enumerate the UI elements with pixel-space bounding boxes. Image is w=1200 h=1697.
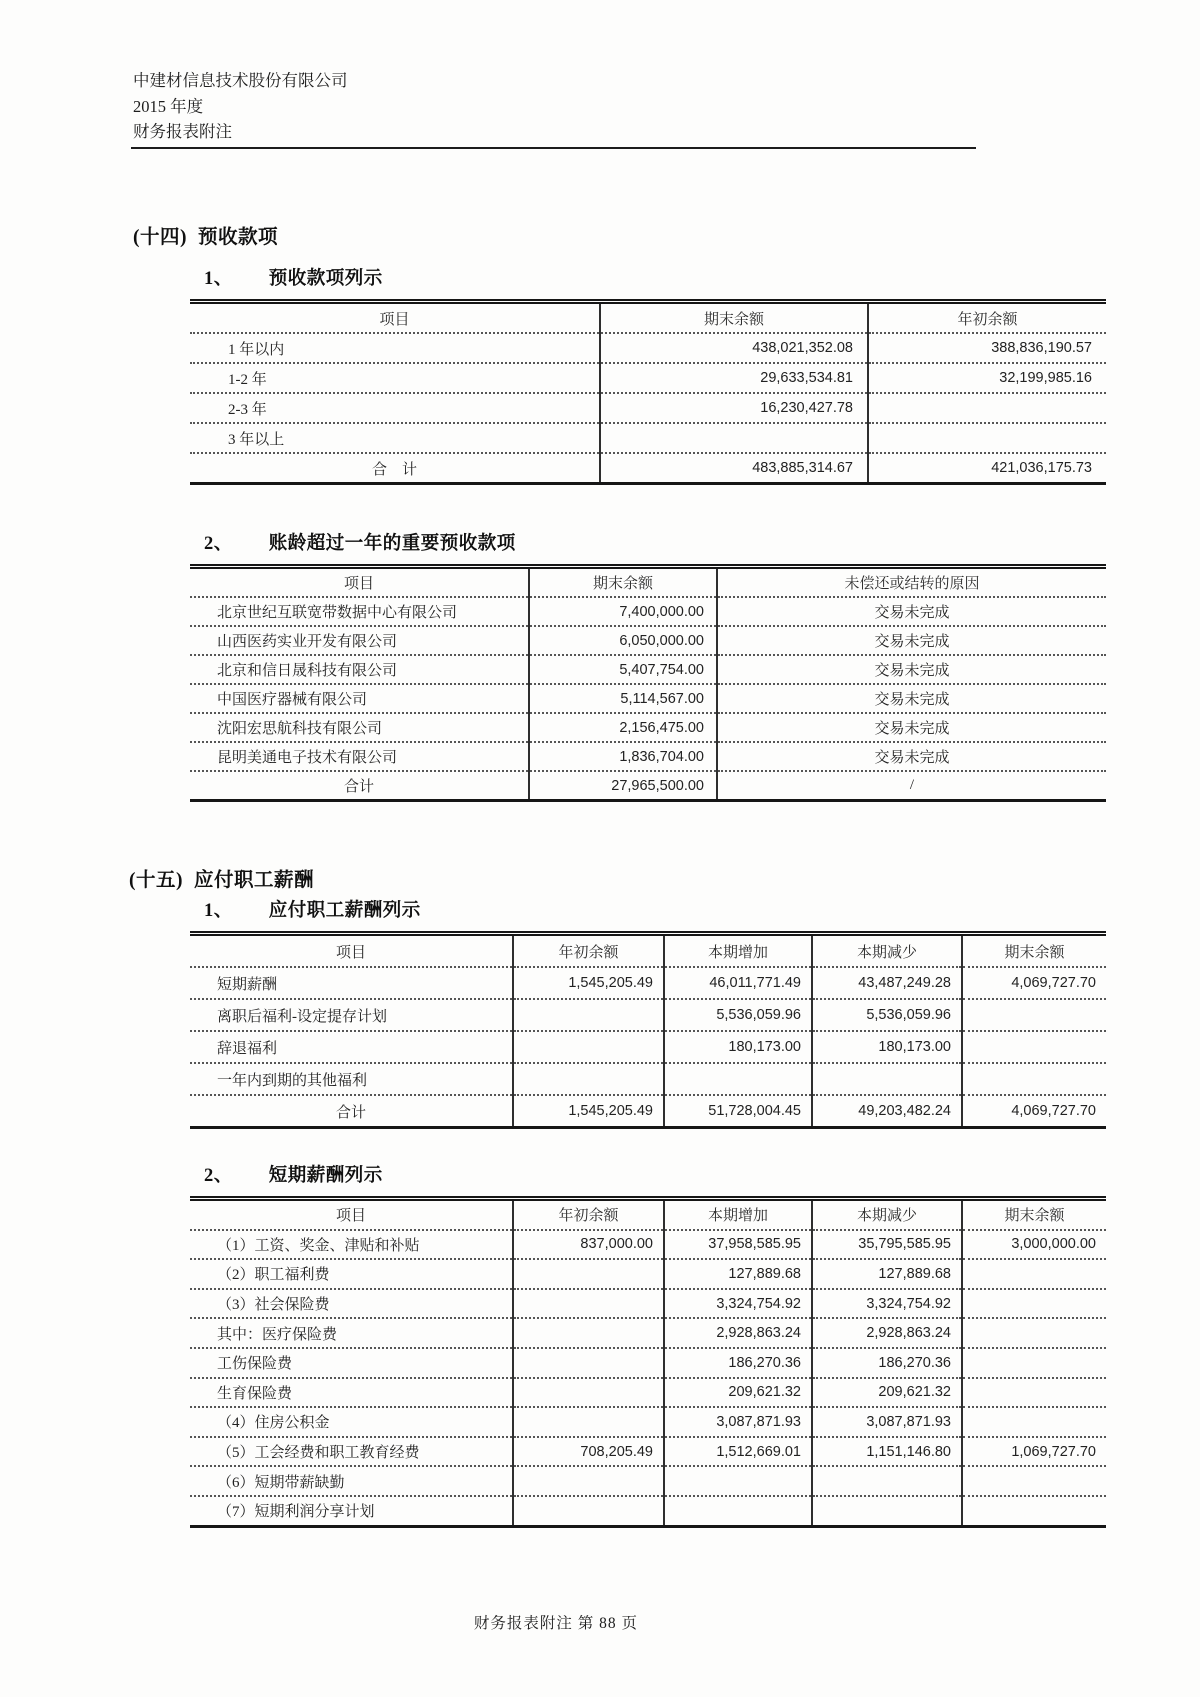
- table-cell: 3,087,871.93: [812, 1407, 962, 1437]
- table-cell: 1 年以内: [190, 333, 600, 363]
- advance-receipts-table: [190, 299, 1106, 485]
- table-cell: 7,400,000.00: [529, 597, 717, 626]
- table-row: [190, 1259, 1106, 1289]
- column-header-cell: 年初余额: [957, 311, 1018, 328]
- table-cell: 421,036,175.73: [868, 453, 1106, 484]
- table-row: [190, 597, 1106, 626]
- column-header-cell: 本期减少: [812, 1199, 962, 1230]
- table-cell: [664, 1466, 812, 1496]
- short-term-compensation-table: [190, 1196, 1106, 1528]
- table-cell: 交易未完成: [717, 655, 1106, 684]
- table-cell: 209,621.32: [812, 1378, 962, 1408]
- section-15-heading: [129, 864, 314, 892]
- table-row: [190, 1407, 1106, 1437]
- section-title-text: 预收款项: [198, 227, 279, 248]
- table-cell: 16,230,427.78: [600, 393, 868, 423]
- table-cell: （3）社会保险费: [190, 1289, 513, 1319]
- subsection-heading: [204, 896, 1106, 922]
- table-cell: 186,270.36: [812, 1348, 962, 1378]
- column-header-cell: 年初余额: [513, 1199, 664, 1230]
- table-row: [190, 333, 1106, 363]
- table-cell: 1,151,146.80: [812, 1437, 962, 1467]
- short-term-compensation-block: [190, 1161, 1106, 1528]
- table-cell: [513, 1031, 664, 1063]
- column-header-cell: 本期增加: [664, 934, 812, 968]
- subsection-title-text: 短期薪酬列示: [268, 1166, 383, 1186]
- column-header-cell: 项目: [190, 302, 600, 334]
- section-title-text: 应付职工薪酬: [194, 870, 315, 891]
- table-cell: 2,156,475.00: [529, 713, 717, 742]
- table-cell: [664, 1496, 812, 1526]
- table-cell: 29,633,534.81: [600, 363, 868, 393]
- subsection-title-text: 账龄超过一年的重要预收款项: [268, 534, 516, 554]
- subsection-number: 1、: [204, 269, 233, 289]
- column-header-cell: 未偿还或结转的原因: [844, 576, 980, 592]
- table-row: [190, 1496, 1106, 1526]
- table-cell: 51,728,004.45: [664, 1095, 812, 1128]
- table-cell: 交易未完成: [717, 742, 1106, 771]
- table-cell: 合计: [190, 771, 529, 801]
- table-cell: 5,536,059.96: [664, 999, 812, 1031]
- table-cell: 北京世纪互联宽带数据中心有限公司: [190, 597, 529, 626]
- payroll-payable-block: [190, 896, 1106, 1129]
- table-cell: 46,011,771.49: [664, 967, 812, 999]
- section-number: (十五): [129, 870, 183, 891]
- table-row: [190, 1289, 1106, 1319]
- table-cell: 43,487,249.28: [812, 967, 962, 999]
- table-cell: （2）职工福利费: [190, 1259, 513, 1289]
- table-cell: [812, 1496, 962, 1526]
- table-cell: 3,324,754.92: [812, 1289, 962, 1319]
- table-cell: [513, 1407, 664, 1437]
- table-cell: 438,021,352.08: [600, 333, 868, 363]
- table-row: [190, 742, 1106, 771]
- table-cell: 388,836,190.57: [868, 333, 1106, 363]
- table-row: [190, 423, 1106, 453]
- column-header-cell: 期末余额: [1004, 944, 1065, 961]
- column-header-cell: 项目: [190, 934, 513, 968]
- table-cell: [513, 1063, 664, 1095]
- table-row: [190, 1031, 1106, 1063]
- table-row: [190, 1378, 1106, 1408]
- column-header-cell: 期末余额: [1004, 1208, 1065, 1225]
- table-cell: 山西医药实业开发有限公司: [190, 626, 529, 655]
- table-cell: 3 年以上: [190, 423, 600, 453]
- section-14-heading: [133, 221, 278, 249]
- document-header: [133, 68, 348, 145]
- table-row: [190, 713, 1106, 742]
- table-cell: 1,512,669.01: [664, 1437, 812, 1467]
- subsection-number: 1、: [204, 901, 233, 921]
- advance-receipts-list-block: [190, 264, 1106, 485]
- column-header-cell: 年初余额: [513, 934, 664, 968]
- table-cell: [513, 1318, 664, 1348]
- table-row: [190, 363, 1106, 393]
- subsection-title-text: 应付职工薪酬列示: [268, 901, 421, 921]
- column-header-cell: 本期减少: [812, 934, 962, 968]
- payroll-payable-table: [190, 931, 1106, 1129]
- table-cell: [513, 1289, 664, 1319]
- aged-advance-receipts-table: [190, 564, 1106, 802]
- table-cell: 27,965,500.00: [529, 771, 717, 801]
- table-row: [190, 655, 1106, 684]
- table-cell: 180,173.00: [812, 1031, 962, 1063]
- table-row: [190, 1095, 1106, 1128]
- table-cell: 2-3 年: [190, 393, 600, 423]
- subsection-title-text: 预收款项列示: [268, 269, 383, 289]
- table-row: [190, 1437, 1106, 1467]
- document-title: 财务报表附注: [133, 122, 232, 142]
- table-cell: 1,545,205.49: [513, 1095, 664, 1128]
- subsection-heading: [204, 1161, 1106, 1187]
- table-cell: 一年内到期的其他福利: [190, 1063, 513, 1095]
- table-cell: 生育保险费: [190, 1378, 513, 1408]
- table-row: [190, 934, 1106, 968]
- table-cell: [664, 1063, 812, 1095]
- column-header-cell: 项目: [190, 1199, 513, 1230]
- table-cell: 708,205.49: [513, 1437, 664, 1467]
- table-cell: [962, 1466, 1106, 1496]
- table-cell: [812, 1466, 962, 1496]
- table-cell: （7）短期利润分享计划: [190, 1496, 513, 1526]
- column-header-cell: 项目: [190, 567, 529, 598]
- table-cell: 180,173.00: [664, 1031, 812, 1063]
- table-cell: 483,885,314.67: [600, 453, 868, 484]
- table-cell: [962, 1378, 1106, 1408]
- table-cell: 交易未完成: [717, 684, 1106, 713]
- table-cell: 4,069,727.70: [962, 1095, 1106, 1128]
- table-cell: 3,000,000.00: [962, 1230, 1106, 1260]
- table-cell: 127,889.68: [664, 1259, 812, 1289]
- table-row: [190, 1466, 1106, 1496]
- table-cell: [962, 1496, 1106, 1526]
- table-cell: 合 计: [190, 453, 600, 484]
- table-row: [190, 1063, 1106, 1095]
- table-cell: 3,324,754.92: [664, 1289, 812, 1319]
- table-cell: 北京和信日晟科技有限公司: [190, 655, 529, 684]
- table-cell: [962, 1407, 1106, 1437]
- table-cell: 交易未完成: [717, 626, 1106, 655]
- table-cell: 2,928,863.24: [812, 1318, 962, 1348]
- table-cell: [513, 1496, 664, 1526]
- table-cell: [513, 1259, 664, 1289]
- table-cell: 昆明美通电子技术有限公司: [190, 742, 529, 771]
- table-cell: 3,087,871.93: [664, 1407, 812, 1437]
- table-cell: 32,199,985.16: [868, 363, 1106, 393]
- aged-advance-receipts-block: [190, 529, 1106, 802]
- section-number: (十四): [133, 227, 187, 248]
- table-cell: 交易未完成: [717, 597, 1106, 626]
- company-name: 中建材信息技术股份有限公司: [133, 71, 348, 90]
- table-cell: [600, 423, 868, 453]
- table-cell: [962, 1031, 1106, 1063]
- table-cell: [962, 1318, 1106, 1348]
- table-row: [190, 1199, 1106, 1230]
- table-cell: [868, 423, 1106, 453]
- table-cell: [868, 393, 1106, 423]
- table-cell: [513, 1378, 664, 1408]
- table-row: [190, 1230, 1106, 1260]
- table-cell: 辞退福利: [190, 1031, 513, 1063]
- subsection-heading: [204, 529, 1106, 555]
- table-cell: [962, 1289, 1106, 1319]
- table-cell: 209,621.32: [664, 1378, 812, 1408]
- table-cell: （4）住房公积金: [190, 1407, 513, 1437]
- column-header-cell: 期末余额: [529, 567, 717, 598]
- table-cell: 交易未完成: [717, 713, 1106, 742]
- report-year: 2015 年度: [133, 96, 204, 116]
- table-cell: 工伤保险费: [190, 1348, 513, 1378]
- table-cell: 186,270.36: [664, 1348, 812, 1378]
- table-cell: 37,958,585.95: [664, 1230, 812, 1260]
- table-row: [190, 626, 1106, 655]
- table-cell: 1,069,727.70: [962, 1437, 1106, 1467]
- table-row: [190, 684, 1106, 713]
- table-cell: 837,000.00: [513, 1230, 664, 1260]
- table-cell: 其中：医疗保险费: [190, 1318, 513, 1348]
- table-cell: [962, 1348, 1106, 1378]
- table-cell: [513, 1348, 664, 1378]
- table-cell: 合计: [190, 1095, 513, 1128]
- table-cell: [962, 999, 1106, 1031]
- table-row: [190, 393, 1106, 423]
- table-row: [190, 1318, 1106, 1348]
- table-cell: （6）短期带薪缺勤: [190, 1466, 513, 1496]
- table-cell: [962, 1259, 1106, 1289]
- table-cell: 127,889.68: [812, 1259, 962, 1289]
- table-cell: 1,545,205.49: [513, 967, 664, 999]
- table-cell: 5,407,754.00: [529, 655, 717, 684]
- table-cell: [513, 999, 664, 1031]
- table-cell: 4,069,727.70: [962, 967, 1106, 999]
- table-cell: （5）工会经费和职工教育经费: [190, 1437, 513, 1467]
- table-cell: 6,050,000.00: [529, 626, 717, 655]
- table-cell: 中国医疗器械有限公司: [190, 684, 529, 713]
- header-divider: [131, 147, 976, 149]
- table-cell: /: [717, 771, 1106, 801]
- table-cell: 沈阳宏思航科技有限公司: [190, 713, 529, 742]
- table-row: [190, 567, 1106, 598]
- column-header-cell: 期末余额: [600, 302, 868, 334]
- table-row: [190, 302, 1106, 334]
- table-row: [190, 453, 1106, 484]
- table-cell: 35,795,585.95: [812, 1230, 962, 1260]
- table-cell: 离职后福利-设定提存计划: [190, 999, 513, 1031]
- table-cell: [812, 1063, 962, 1095]
- table-cell: 1-2 年: [190, 363, 600, 393]
- table-cell: 2,928,863.24: [664, 1318, 812, 1348]
- subsection-number: 2、: [204, 1166, 233, 1186]
- table-cell: 49,203,482.24: [812, 1095, 962, 1128]
- table-row: [190, 1348, 1106, 1378]
- page-footer: 财务报表附注 第 88 页: [473, 1615, 639, 1632]
- table-cell: 5,114,567.00: [529, 684, 717, 713]
- table-row: [190, 999, 1106, 1031]
- table-row: [190, 771, 1106, 801]
- table-cell: 5,536,059.96: [812, 999, 962, 1031]
- subsection-number: 2、: [204, 534, 233, 554]
- column-header-cell: 本期增加: [664, 1199, 812, 1230]
- table-row: [190, 967, 1106, 999]
- table-cell: 1,836,704.00: [529, 742, 717, 771]
- table-cell: [962, 1063, 1106, 1095]
- subsection-heading: [204, 264, 1106, 290]
- table-cell: 短期薪酬: [190, 967, 513, 999]
- table-cell: （1）工资、奖金、津贴和补贴: [190, 1230, 513, 1260]
- table-cell: [513, 1466, 664, 1496]
